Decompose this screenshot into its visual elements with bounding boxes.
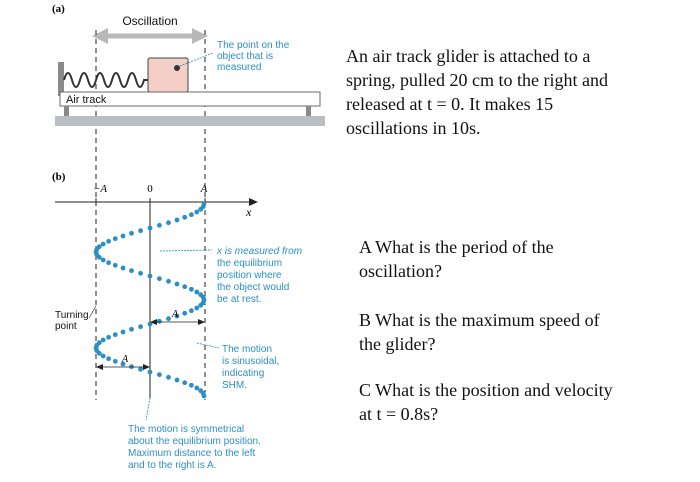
sinusoid-dot <box>106 260 111 265</box>
symmetry-note-leader <box>146 398 150 420</box>
air-track-label: Air track <box>66 94 107 106</box>
svg-text:The motion: The motion <box>222 344 273 355</box>
sinusoid-dot <box>202 394 207 399</box>
sinusoid-dot <box>121 234 126 239</box>
sinusoid-dot <box>113 263 118 268</box>
sinusoid-dot <box>194 210 199 215</box>
motion-note-leader <box>197 343 219 348</box>
symmetry-note <box>128 424 261 471</box>
svg-text:is sinusoidal,: is sinusoidal, <box>222 356 280 367</box>
sinusoid-dot <box>113 332 118 337</box>
svg-text:about the equilibrium position: about the equilibrium position. <box>128 436 261 447</box>
sinusoid-dot <box>157 319 162 324</box>
sinusoid-dot <box>106 335 111 340</box>
sinusoid-dot <box>101 338 106 343</box>
sinusoid-dot <box>138 367 143 372</box>
axis-zero: 0 <box>147 183 153 195</box>
panel-b-label: (b) <box>52 171 66 183</box>
sinusoid-dot <box>106 239 111 244</box>
sinusoid-dot <box>101 242 106 247</box>
sinusoid-dot <box>189 287 194 292</box>
svg-text:object that is: object that is <box>217 51 274 62</box>
sinusoid-dot <box>97 255 102 260</box>
sinusoid-dot <box>129 268 134 273</box>
wall <box>58 62 64 96</box>
svg-text:The point on the: The point on the <box>217 40 290 51</box>
svg-text:Maximum distance to the left: Maximum distance to the left <box>128 448 256 459</box>
question-c-line: C What is the position and velocity <box>359 380 613 400</box>
svg-text:Turning: Turning <box>55 310 89 321</box>
axis-neg-a: −A <box>92 183 108 195</box>
sinusoid-dot <box>148 226 153 231</box>
sinusoid-dot <box>194 386 199 391</box>
sinusoid-dot <box>101 354 106 359</box>
sinusoid-dot <box>175 218 180 223</box>
motion-note <box>222 344 279 391</box>
question-b-line: the glider? <box>359 334 436 354</box>
sinusoid-dot <box>175 378 180 383</box>
sinusoid-dot <box>194 290 199 295</box>
sinusoid-dot <box>189 308 194 313</box>
track-base <box>55 116 325 126</box>
sinusoid-dot <box>166 375 171 380</box>
sinusoid-dot <box>189 212 194 217</box>
svg-text:The motion is symmetrical: The motion is symmetrical <box>128 424 245 435</box>
svg-text:x is measured from: x is measured from <box>217 246 303 257</box>
svg-text:SHM.: SHM. <box>222 380 247 391</box>
question-a <box>359 235 679 283</box>
panel-a-label: (a) <box>52 3 65 15</box>
sinusoid-dot <box>138 271 143 276</box>
question-c-line: at t = 0.8s? <box>359 404 439 424</box>
intro-line: spring, pulled 20 cm to the right and <box>346 70 608 90</box>
svg-text:measured: measured <box>217 62 262 73</box>
svg-text:position where: position where <box>217 270 282 281</box>
sinusoid-dot <box>166 316 171 321</box>
sinusoid-dot <box>198 207 203 212</box>
sinusoid-dot <box>121 330 126 335</box>
oscillation-label: Oscillation <box>122 14 178 28</box>
problem-intro <box>346 44 686 140</box>
svg-text:the equilibrium: the equilibrium <box>217 258 283 269</box>
intro-line: released at t = 0. It makes 15 <box>346 94 554 114</box>
amplitude-label-left: A <box>122 354 129 365</box>
physics-figure <box>0 0 340 482</box>
svg-text:the object would: the object would <box>217 282 290 293</box>
svg-text:be at rest.: be at rest. <box>217 294 262 305</box>
question-a-line: A What is the period of the <box>359 237 554 257</box>
sinusoid-dot <box>148 274 153 279</box>
sinusoid-dot <box>157 372 162 377</box>
svg-text:indicating: indicating <box>222 368 265 379</box>
sinusoid-dot <box>129 327 134 332</box>
sinusoid-dot <box>175 282 180 287</box>
sinusoid-dot <box>113 359 118 364</box>
sinusoid-dot <box>106 356 111 361</box>
sinusoid-dot <box>182 311 187 316</box>
amplitude-label-right: A <box>172 309 179 320</box>
x-measured-note <box>216 246 302 305</box>
spring <box>64 73 148 87</box>
point-note <box>217 40 290 73</box>
sinusoid-dot <box>129 231 134 236</box>
sinusoid-dot <box>198 303 203 308</box>
sinusoid-dot <box>182 215 187 220</box>
sinusoid-dot <box>194 306 199 311</box>
sinusoid-dot <box>157 223 162 228</box>
turning-point-label <box>55 310 89 332</box>
question-b <box>359 308 679 356</box>
sinusoid-dot <box>148 370 153 375</box>
question-c <box>359 378 699 426</box>
sinusoid-dot <box>182 380 187 385</box>
sinusoid-dot <box>121 266 126 271</box>
sinusoid-dot <box>113 236 118 241</box>
sinusoid-dot <box>166 220 171 225</box>
intro-line: An air track glider is attached to a <box>346 46 591 66</box>
question-a-line: oscillation? <box>359 261 442 281</box>
sinusoid-dot <box>166 279 171 284</box>
x-axis-label: x <box>246 205 252 219</box>
turning-point-leader <box>89 306 96 318</box>
svg-text:point: point <box>55 321 77 332</box>
sinusoid-dot <box>182 284 187 289</box>
sinusoid-dot <box>157 276 162 281</box>
sinusoid-dot <box>189 383 194 388</box>
x-note-leader <box>160 250 212 251</box>
measured-point <box>174 65 180 71</box>
intro-line: oscillations in 10s. <box>346 118 481 138</box>
sinusoid-dot <box>138 228 143 233</box>
question-b-line: B What is the maximum speed of <box>359 310 600 330</box>
sinusoid-dot <box>97 351 102 356</box>
oscillation-arrow <box>92 28 208 44</box>
axis-pos-a: A <box>200 183 208 195</box>
sinusoid-dot <box>101 258 106 263</box>
sinusoid-dot <box>138 324 143 329</box>
svg-text:and to the right is A.: and to the right is A. <box>128 460 217 471</box>
glider-block <box>148 58 188 92</box>
